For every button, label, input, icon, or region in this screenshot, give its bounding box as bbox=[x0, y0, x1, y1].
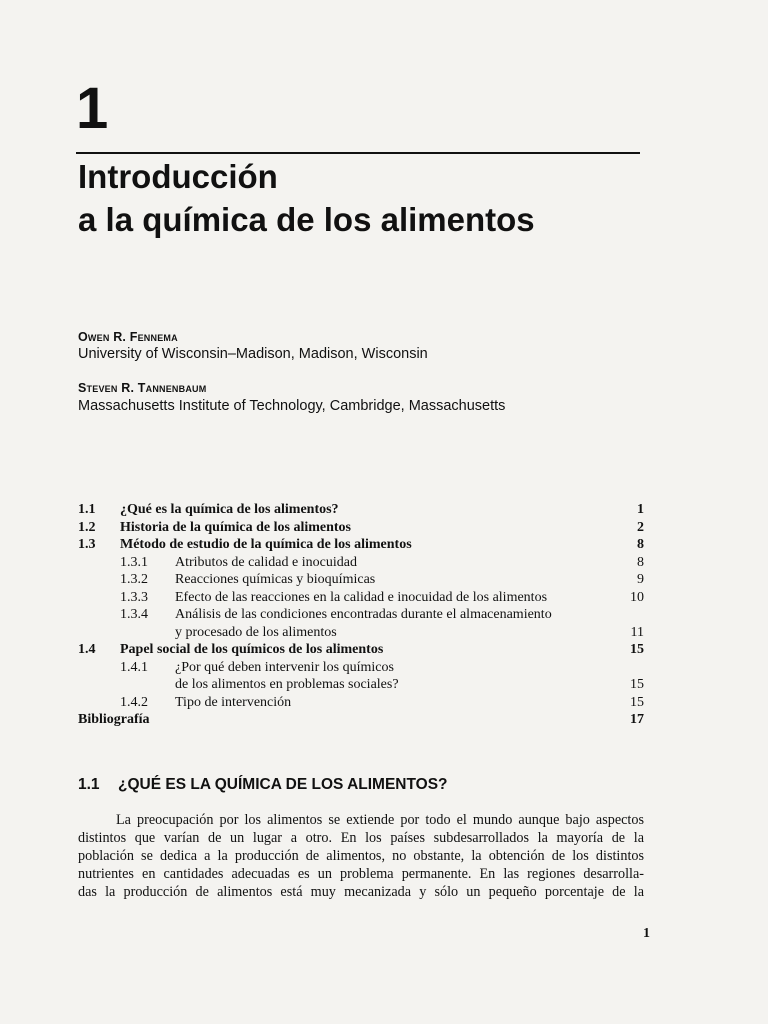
toc-title: Efecto de las reacciones en la calidad e inocuidad de los alimentos bbox=[175, 589, 548, 605]
body-line: distintos que varían de un lugar a otro. En los países subdesarrollados la mayoría de la bbox=[78, 830, 644, 846]
toc-title: de los alimentos en problemas sociales? bbox=[175, 677, 399, 692]
toc-number: 1.3.2 bbox=[120, 572, 148, 587]
toc-page: 15 bbox=[630, 694, 644, 710]
toc-subentry[interactable] bbox=[78, 571, 646, 589]
toc-subentry[interactable] bbox=[78, 694, 646, 712]
toc-number: 1.3.3 bbox=[120, 589, 148, 605]
toc-number: 1.4.1 bbox=[120, 659, 148, 675]
toc-number: 1.4 bbox=[78, 642, 96, 657]
body-line: das la producción de alimentos está muy mecanizada y sólo un pequeño porcentaje de la bbox=[78, 884, 644, 900]
toc-title: Análisis de las condiciones encontradas durante el almacenamiento bbox=[175, 607, 552, 622]
chapter-number: 1 bbox=[76, 76, 109, 141]
toc-entry[interactable] bbox=[78, 536, 646, 554]
title-rule bbox=[76, 152, 640, 154]
section-heading bbox=[78, 776, 448, 794]
toc-title: y procesado de los alimentos bbox=[175, 624, 337, 640]
body-line: La preocupación por los alimentos se extiende por todo el mundo aunque bajo aspectos bbox=[116, 812, 644, 828]
toc-subentry-continuation[interactable] bbox=[78, 676, 646, 694]
toc-subentry[interactable] bbox=[78, 659, 646, 677]
toc-entry[interactable] bbox=[78, 519, 646, 537]
author-name: Steven R. Tannenbaum bbox=[78, 381, 207, 395]
body-line: población se dedica a la producción de alimentos, no obstante, la obtención de los distintos bbox=[78, 848, 644, 864]
toc-page: 15 bbox=[630, 677, 644, 692]
body-paragraph bbox=[78, 811, 644, 901]
toc-page: 9 bbox=[637, 572, 644, 587]
toc-page: 8 bbox=[637, 554, 644, 570]
chapter-title-line-2: a la química de los alimentos bbox=[78, 201, 535, 238]
table-of-contents bbox=[78, 501, 646, 729]
chapter-title-line-1: Introducción bbox=[78, 158, 278, 195]
toc-page: 15 bbox=[630, 642, 644, 657]
toc-number: 1.3.4 bbox=[120, 607, 148, 622]
toc-title: Tipo de intervención bbox=[175, 694, 292, 710]
toc-page: 1 bbox=[637, 502, 644, 517]
page-number: 1 bbox=[643, 926, 650, 941]
author-name: Owen R. Fennema bbox=[78, 330, 178, 344]
toc-page: 17 bbox=[630, 712, 644, 727]
toc-number: 1.4.2 bbox=[120, 694, 148, 710]
toc-title: Reacciones químicas y bioquímicas bbox=[175, 572, 376, 587]
toc-entry[interactable] bbox=[78, 641, 646, 659]
toc-number: 1.1 bbox=[78, 502, 96, 517]
toc-title: Método de estudio de la química de los alimentos bbox=[120, 537, 412, 552]
author-affiliation: University of Wisconsin–Madison, Madison, Wisconsin bbox=[78, 346, 428, 362]
toc-page: 2 bbox=[637, 519, 644, 535]
body-line: nutrientes en cantidades adecuadas es un problema permanente. En las regiones desarrolla- bbox=[78, 866, 644, 882]
toc-number: 1.3 bbox=[78, 537, 96, 552]
toc-title: Historia de la química de los alimentos bbox=[120, 519, 351, 535]
toc-page: 8 bbox=[637, 537, 644, 552]
toc-title: Atributos de calidad e inocuidad bbox=[175, 554, 357, 570]
toc-title: ¿Qué es la química de los alimentos? bbox=[120, 502, 339, 517]
toc-subentry[interactable] bbox=[78, 554, 646, 572]
toc-entry-bibliography[interactable] bbox=[78, 711, 646, 729]
toc-title: ¿Por qué deben intervenir los químicos bbox=[175, 659, 394, 675]
author-affiliation: Massachusetts Institute of Technology, Cambridge, Massachusetts bbox=[78, 398, 506, 414]
toc-title: Bibliografía bbox=[78, 712, 150, 727]
section-title: ¿QUÉ ES LA QUÍMICA DE LOS ALIMENTOS? bbox=[118, 776, 448, 793]
toc-number: 1.3.1 bbox=[120, 554, 148, 570]
toc-subentry[interactable] bbox=[78, 589, 646, 607]
toc-subentry-continuation[interactable] bbox=[78, 624, 646, 642]
toc-entry[interactable] bbox=[78, 501, 646, 519]
toc-page: 10 bbox=[630, 589, 644, 605]
toc-subentry[interactable] bbox=[78, 606, 646, 624]
section-number: 1.1 bbox=[78, 776, 100, 793]
toc-number: 1.2 bbox=[78, 519, 96, 535]
toc-title: Papel social de los químicos de los alimentos bbox=[120, 642, 384, 657]
toc-page: 11 bbox=[630, 624, 644, 640]
